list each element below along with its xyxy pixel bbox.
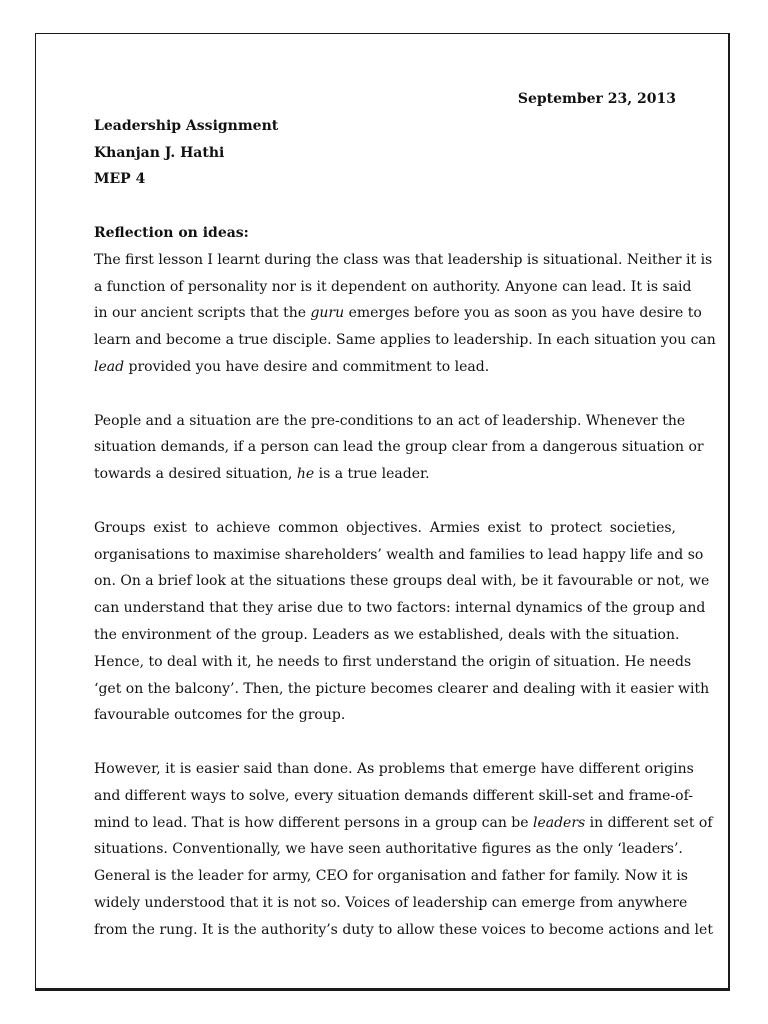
text-line: learn and become a true disciple. Same applies to leadership. In each situation you can [94, 332, 716, 349]
text-line: ‘get on the balcony’. Then, the picture becomes clearer and dealing with it easier with [94, 680, 710, 697]
document-title: Leadership Assignment [94, 117, 279, 134]
text-line: Hence, to deal with it, he needs to first understand the origin of situation. He needs [94, 653, 692, 670]
text-line: the environment of the group. Leaders as we established, deals with the situation. [94, 626, 680, 643]
paragraph [94, 515, 710, 729]
text-line: from the rung. It is the authority’s duty to allow these voices to become actions and let [94, 921, 713, 938]
document-page [35, 33, 730, 991]
text-line: widely understood that it is not so. Voices of leadership can emerge from anywhere [94, 894, 688, 911]
paragraph [94, 247, 716, 381]
text-line: situation demands, if a person can lead the group clear from a dangerous situation or [94, 439, 704, 456]
paragraph [94, 756, 713, 944]
text-line: and different ways to solve, every situation demands different skill-set and frame-of- [94, 787, 693, 804]
course-name: MEP 4 [94, 171, 146, 188]
text-segment: emerges before you as soon as you have desire to [344, 305, 702, 322]
text-line [94, 354, 676, 381]
text-line: a function of personality nor is it dependent on authority. Anyone can lead. It is said [94, 278, 692, 295]
italic-text: leaders [532, 814, 586, 831]
text-segment: in our ancient scripts that the [94, 305, 311, 322]
spacer [94, 729, 676, 756]
text-segment: towards a desired situation, [94, 466, 297, 483]
text-line: The first lesson I learnt during the class was that leadership is situational. Neither it is [94, 251, 713, 268]
body-paragraphs [94, 247, 716, 944]
text-line: People and a situation are the pre-conditions to an act of leadership. Whenever the [94, 412, 686, 429]
paragraph [94, 408, 704, 488]
text-segment: is a true leader. [314, 466, 430, 483]
text-line: organisations to maximise shareholders’ wealth and families to lead happy life and so [94, 546, 704, 563]
text-segment: mind to lead. That is how different persons in a group can be [94, 814, 533, 831]
text-line: However, it is easier said than done. As problems that emerge have different origins [94, 760, 694, 777]
text-segment: in different set of [585, 814, 713, 831]
text-segment: provided you have desire and commitment to lead. [124, 358, 490, 375]
text-line [94, 461, 676, 488]
italic-text: lead [94, 358, 125, 375]
text-line: on. On a brief look at the situations these groups deal with, be it favourable or not, we [94, 573, 710, 590]
section-heading: Reflection on ideas: [94, 224, 249, 241]
text-line: can understand that they arise due to two factors: internal dynamics of the group and [94, 600, 706, 617]
document-date: September 23, 2013 [517, 91, 676, 107]
text-line: Groups exist to achieve common objectives. Armies exist to protect societies, [94, 519, 676, 536]
text-line: situations. Conventionally, we have seen authoritative figures as the only ‘leaders’. [94, 841, 683, 858]
document-content [94, 86, 716, 944]
text-line [94, 300, 702, 327]
italic-text: guru [310, 305, 345, 322]
spacer [94, 381, 676, 408]
spacer [94, 193, 676, 220]
italic-text: he [296, 466, 315, 483]
text-line: favourable outcomes for the group. [94, 707, 346, 724]
text-line: General is the leader for army, CEO for organisation and father for family. Now it is [94, 868, 688, 885]
author-name: Khanjan J. Hathi [94, 144, 225, 161]
text-line [94, 810, 713, 837]
spacer [94, 488, 676, 515]
